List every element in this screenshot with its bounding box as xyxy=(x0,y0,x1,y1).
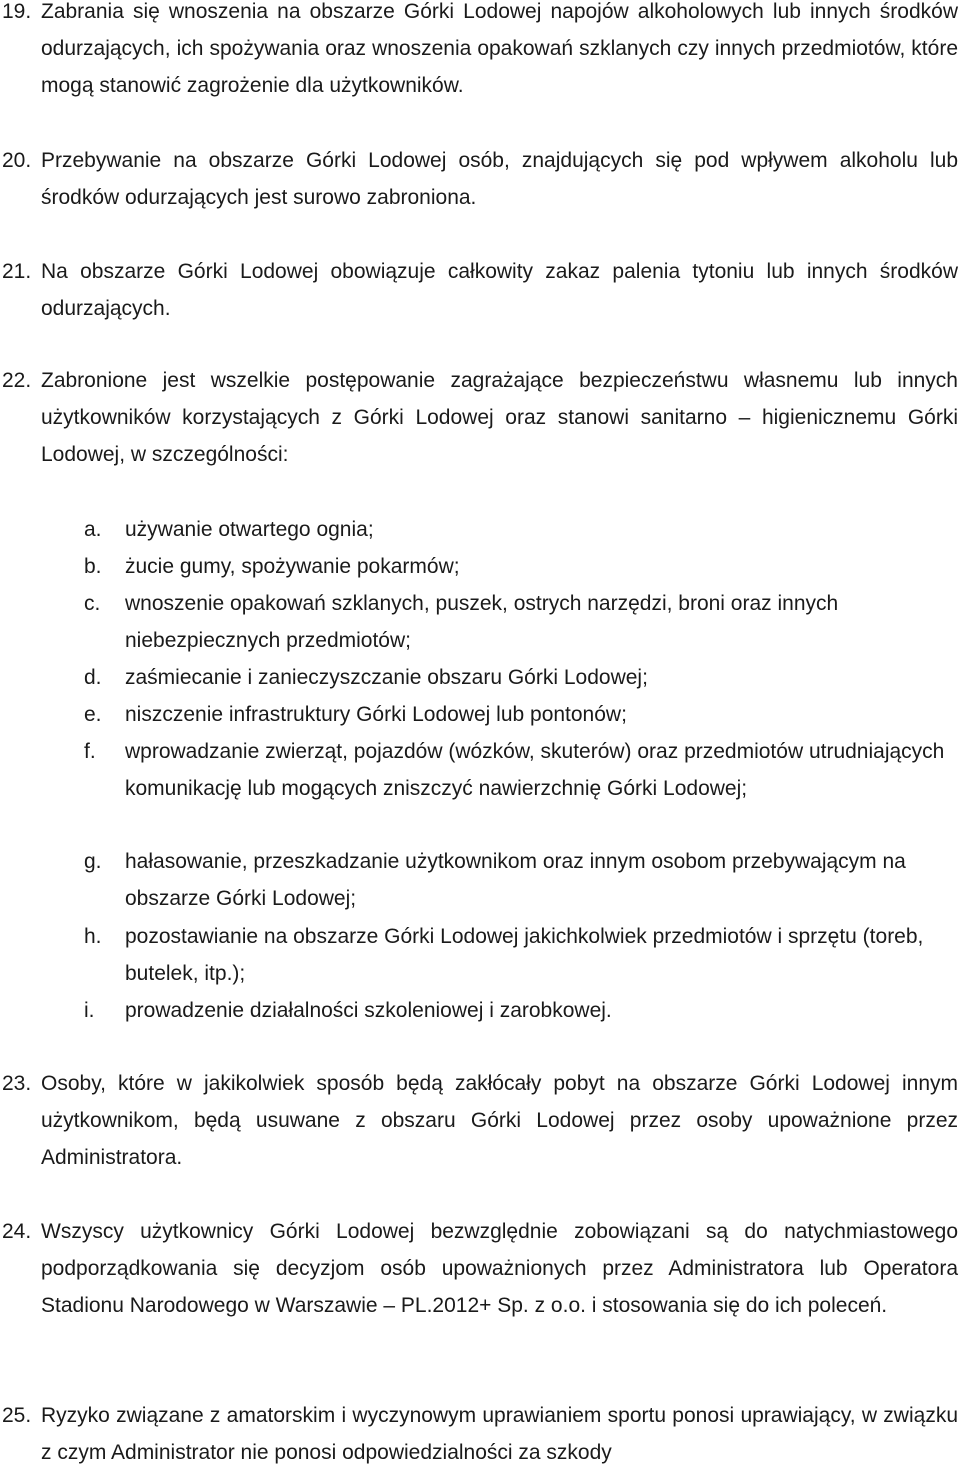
paragraph-22 xyxy=(0,362,958,473)
list-letter: h. xyxy=(84,925,102,948)
paragraph-text: Na obszarze Górki Lodowej obowiązuje całkowity zakaz palenia tytoniu lub innych środków odurzających. xyxy=(41,260,958,320)
list-item-i xyxy=(0,992,958,1029)
paragraph-text: Wszyscy użytkownicy Górki Lodowej bezwzględnie zobowiązani są do natychmiastowego podporządkowania się decyzjom osób upoważnionych przez Administratora lub Operatora Stadionu Narodowego w Warszawie – PL.2012+ Sp. z o.o. i stosowania się do ich poleceń. xyxy=(41,1220,958,1317)
paragraph-number: 24. xyxy=(2,1220,32,1243)
paragraph-20 xyxy=(0,142,958,216)
list-item-d xyxy=(0,659,958,696)
list-letter: b. xyxy=(84,555,102,578)
paragraph-number: 25. xyxy=(2,1404,32,1427)
list-text: żucie gumy, spożywanie pokarmów; xyxy=(125,555,460,578)
paragraph-19 xyxy=(0,0,958,104)
list-text: wnoszenie opakowań szklanych, puszek, ostrych narzędzi, broni oraz innych niebezpiecznych przedmiotów; xyxy=(125,592,839,652)
list-letter: d. xyxy=(84,666,102,689)
list-item-a xyxy=(0,511,958,548)
list-text: niszczenie infrastruktury Górki Lodowej lub pontonów; xyxy=(125,703,627,726)
list-item-f xyxy=(0,733,958,807)
paragraph-text: Zabronione jest wszelkie postępowanie zagrażające bezpieczeństwu własnemu lub innych użytkowników korzystających z Górki Lodowej oraz stanowi sanitarno – higienicznemu Górki Lodowej, w szczególności: xyxy=(41,369,958,466)
list-letter: a. xyxy=(84,518,102,541)
list-letter: g. xyxy=(84,850,102,873)
list-text: hałasowanie, przeszkadzanie użytkownikom oraz innym osobom przebywającym na obszarze Górki Lodowej; xyxy=(125,850,906,910)
list-text: wprowadzanie zwierząt, pojazdów (wózków, skuterów) oraz przedmiotów utrudniających komunikację lub mogących zniszczyć nawierzchnię Górki Lodowej; xyxy=(125,740,945,800)
paragraph-number: 21. xyxy=(2,260,32,283)
paragraph-number: 19. xyxy=(2,0,32,23)
list-item-c xyxy=(0,585,958,659)
paragraph-text: Ryzyko związane z amatorskim i wyczynowym uprawianiem sportu ponosi uprawiający, w związku z czym Administrator nie ponosi odpowiedzialności za szkody xyxy=(41,1404,958,1464)
list-text: pozostawianie na obszarze Górki Lodowej jakichkolwiek przedmiotów i sprzętu (toreb, butelek, itp.); xyxy=(125,925,924,985)
paragraph-24 xyxy=(0,1213,958,1324)
list-letter: e. xyxy=(84,703,102,726)
paragraph-text: Przebywanie na obszarze Górki Lodowej osób, znajdujących się pod wpływem alkoholu lub środków odurzających jest surowo zabroniona. xyxy=(41,149,958,209)
paragraph-number: 22. xyxy=(2,369,32,392)
list-item-h xyxy=(0,918,958,992)
list-text: prowadzenie działalności szkoleniowej i zarobkowej. xyxy=(125,999,612,1022)
list-text: używanie otwartego ognia; xyxy=(125,518,374,541)
list-item-g xyxy=(0,843,958,917)
paragraph-25 xyxy=(0,1397,958,1471)
list-item-b xyxy=(0,548,958,585)
list-letter: c. xyxy=(84,592,101,615)
paragraph-number: 20. xyxy=(2,149,32,172)
paragraph-text: Osoby, które w jakikolwiek sposób będą zakłócały pobyt na obszarze Górki Lodowej innym użytkownikom, będą usuwane z obszaru Górki Lodowej przez osoby upoważnione przez Administratora. xyxy=(41,1072,958,1169)
paragraph-21 xyxy=(0,253,958,327)
paragraph-text: Zabrania się wnoszenia na obszarze Górki Lodowej napojów alkoholowych lub innych środków odurzających, ich spożywania oraz wnoszenia opakowań szklanych czy innych przedmiotów, które mogą stanowić zagrożenie dla użytkowników. xyxy=(41,0,958,97)
list-letter: f. xyxy=(84,740,96,763)
paragraph-number: 23. xyxy=(2,1072,32,1095)
list-item-e xyxy=(0,696,958,733)
list-text: zaśmiecanie i zanieczyszczanie obszaru Górki Lodowej; xyxy=(125,666,648,689)
paragraph-23 xyxy=(0,1065,958,1176)
list-letter: i. xyxy=(84,999,95,1022)
